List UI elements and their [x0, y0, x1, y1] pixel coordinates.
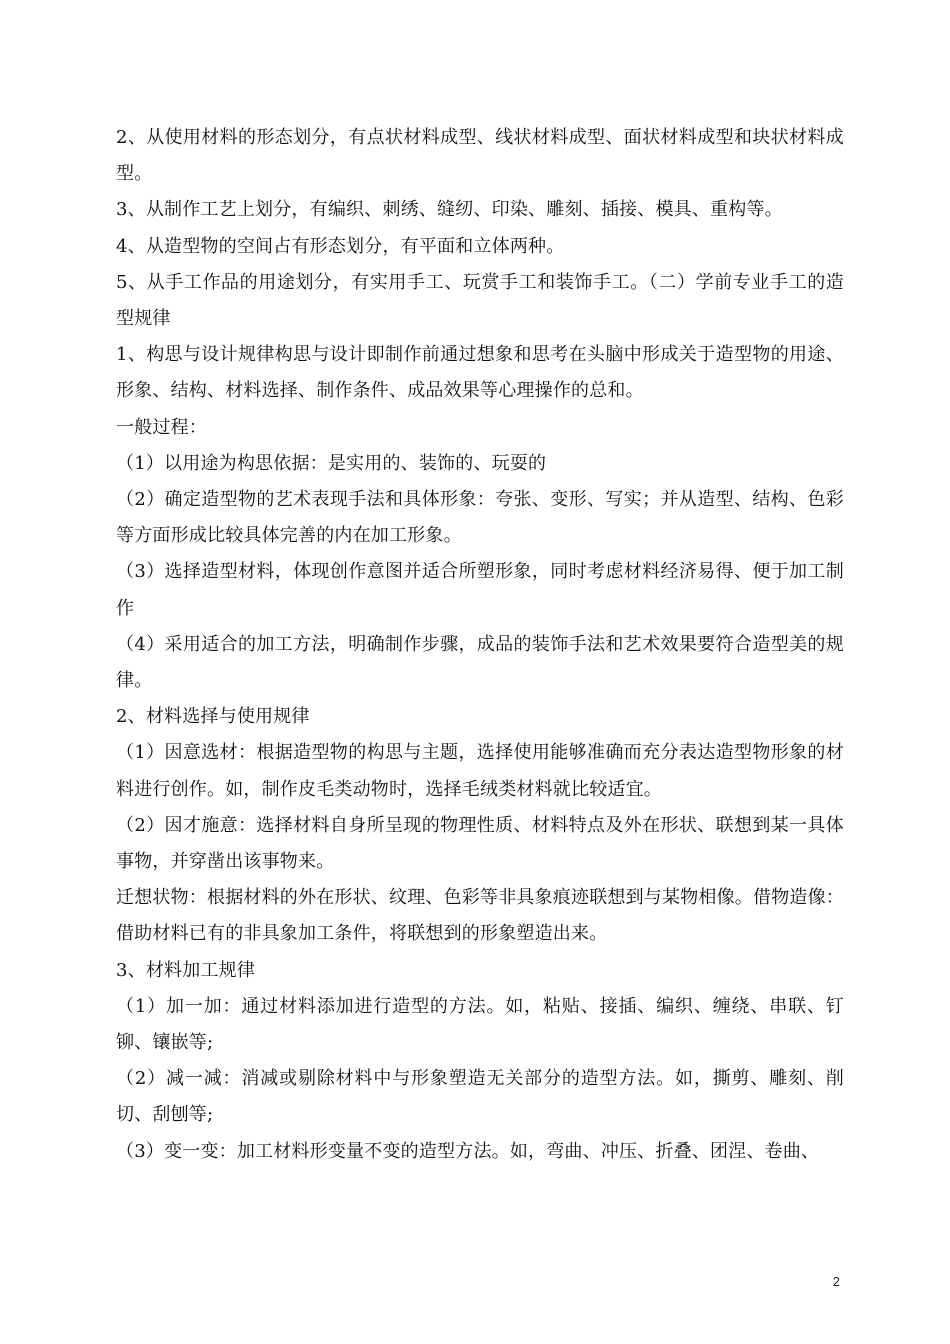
paragraph: 1、构思与设计规律构思与设计即制作前通过想象和思考在头脑中形成关于造型物的用途、形象、结构、材料选择、制作条件、成品效果等心理操作的总和。 — [116, 344, 844, 402]
page-number: 2 — [832, 1274, 840, 1289]
paragraph: （1）以用途为构思依据：是实用的、装饰的、玩耍的 — [116, 452, 547, 474]
paragraph: 迁想状物：根据材料的外在形状、纹理、色彩等非具象痕迹联想到与某物相像。借物造像：借助材料已有的非具象加工条件，将联想到的形象塑造出来。 — [116, 887, 844, 945]
paragraph: （3）选择造型材料，体现创作意图并适合所塑形象，同时考虑材料经济易得、便于加工制作 — [116, 561, 844, 619]
paragraph: （2）确定造型物的艺术表现手法和具体形象：夸张、变形、写实；并从造型、结构、色彩等方面形成比较具体完善的内在加工形象。 — [116, 489, 844, 547]
paragraph: （2）因才施意：选择材料自身所呈现的物理性质、材料特点及外在形状、联想到某一具体事物，并穿凿出该事物来。 — [116, 814, 844, 873]
document-body — [116, 120, 844, 1170]
paragraph: 2、从使用材料的形态划分，有点状材料成型、线状材料成型、面状材料成型和块状材料成型。 — [116, 127, 844, 185]
paragraph: （1）因意选材：根据造型物的构思与主题，选择使用能够准确而充分表达造型物形象的材料进行创作。如，制作皮毛类动物时，选择毛绒类材料就比较适宜。 — [116, 742, 844, 800]
paragraph: （2）减一减：消减或剔除材料中与形象塑造无关部分的造型方法。如，撕剪、雕刻、削切、刮刨等; — [116, 1068, 844, 1126]
paragraph: 2、材料选择与使用规律 — [116, 706, 310, 728]
paragraph: 3、从制作工艺上划分，有编织、刺绣、缝纫、印染、雕刻、插接、模具、重构等。 — [116, 199, 783, 221]
paragraph: 4、从造型物的空间占有形态划分，有平面和立体两种。 — [116, 235, 565, 257]
paragraph: 5、从手工作品的用途划分，有实用手工、玩赏手工和装饰手工。（二）学前专业手工的造型规律 — [116, 271, 844, 330]
paragraph: 一般过程： — [116, 416, 207, 438]
paragraph: （3）变一变：加工材料形变量不变的造型方法。如，弯曲、冲压、折叠、团涅、卷曲、 — [116, 1140, 820, 1162]
paragraph: （1）加一加：通过材料添加进行造型的方法。如，粘贴、接插、编织、缠绕、串联、钉铆、镶嵌等; — [116, 995, 844, 1054]
paragraph: （4）采用适合的加工方法，明确制作步骤，成品的装饰手法和艺术效果要符合造型美的规律。 — [116, 633, 844, 692]
paragraph: 3、材料加工规律 — [116, 959, 256, 981]
